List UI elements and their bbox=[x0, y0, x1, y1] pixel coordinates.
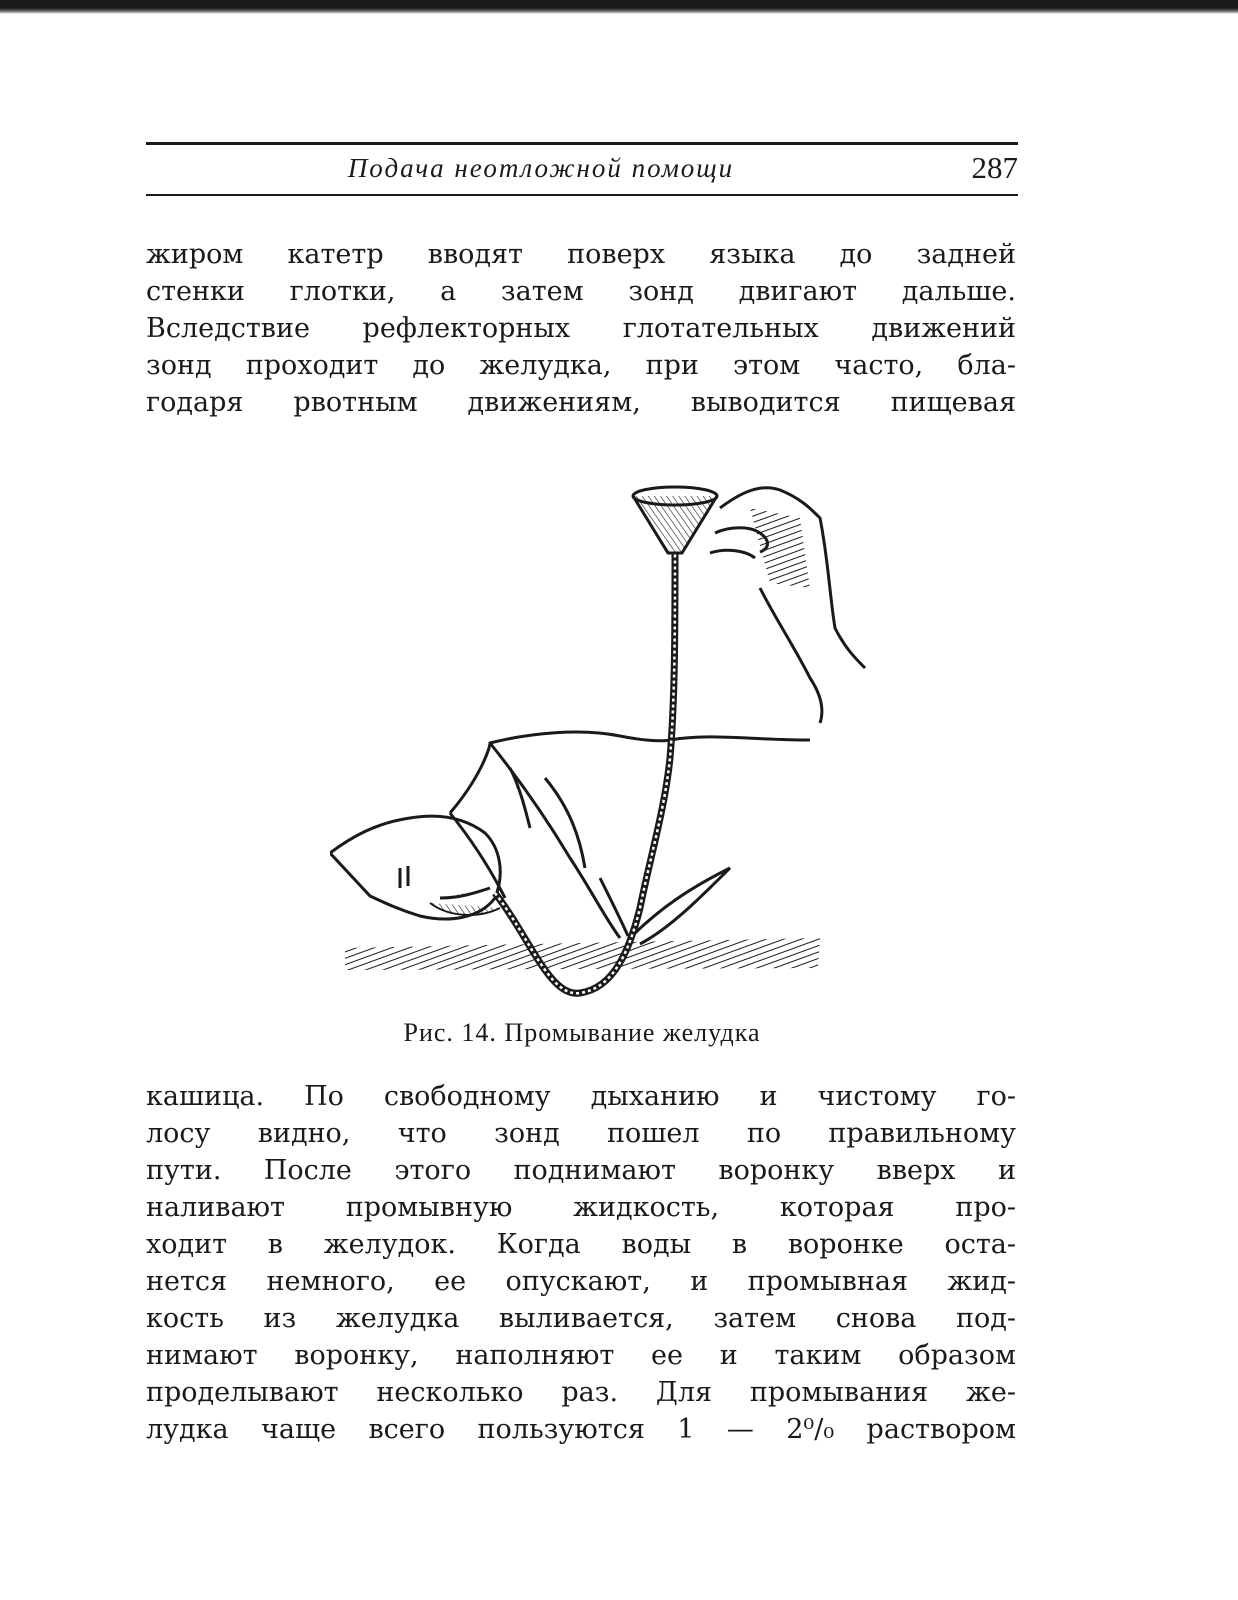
scan-edge-shadow bbox=[0, 0, 1238, 14]
text-line: лудка чаще всего пользуются 1 — 2⁰/₀ раствором bbox=[146, 1414, 1016, 1445]
running-title: Подача неотложной помощи bbox=[347, 153, 735, 183]
text-line: лосу видно, что зонд пошел по правильному bbox=[146, 1118, 1016, 1149]
hand-icon bbox=[710, 488, 865, 723]
text-line: жиром катетр вводят поверх языка до задней bbox=[146, 239, 1016, 270]
header-rule-top bbox=[146, 142, 1018, 145]
text-line: стенки глотки, а затем зонд двигают дальше. bbox=[146, 276, 1016, 307]
text-line: пути. После этого поднимают воронку вверх и bbox=[146, 1155, 1016, 1186]
funnel-icon bbox=[633, 487, 717, 553]
text-line: проделывают несколько раз. Для промывания же- bbox=[146, 1377, 1016, 1408]
text-line: кашица. По свободному дыханию и чистому го- bbox=[146, 1081, 1016, 1112]
stomach-tube bbox=[495, 553, 675, 993]
text-line: нется немного, ее опускают, и промывная жид- bbox=[146, 1266, 1016, 1297]
gastric-lavage-illustration bbox=[330, 478, 890, 1008]
figure-caption: Рис. 14. Промывание желудка bbox=[403, 1018, 761, 1047]
header-rule-bottom bbox=[146, 194, 1018, 196]
patient-body bbox=[450, 732, 810, 944]
text-line: ходит в желудок. Когда воды в воронке оста- bbox=[146, 1229, 1016, 1260]
patient-head bbox=[330, 816, 500, 919]
text-line: кость из желудка выливается, затем снова под- bbox=[146, 1303, 1016, 1334]
text-line: Вследствие рефлекторных глотательных движений bbox=[146, 313, 1016, 344]
text-line: годаря рвотным движениям, выводится пищевая bbox=[146, 387, 1016, 418]
page-number: 287 bbox=[971, 150, 1018, 185]
text-line: нимают воронку, наполняют ее и таким образом bbox=[146, 1340, 1016, 1371]
text-line: зонд проходит до желудка, при этом часто, бла- bbox=[146, 350, 1016, 381]
floor-shadow bbox=[345, 938, 820, 970]
text-line: наливают промывную жидкость, которая про- bbox=[146, 1192, 1016, 1223]
